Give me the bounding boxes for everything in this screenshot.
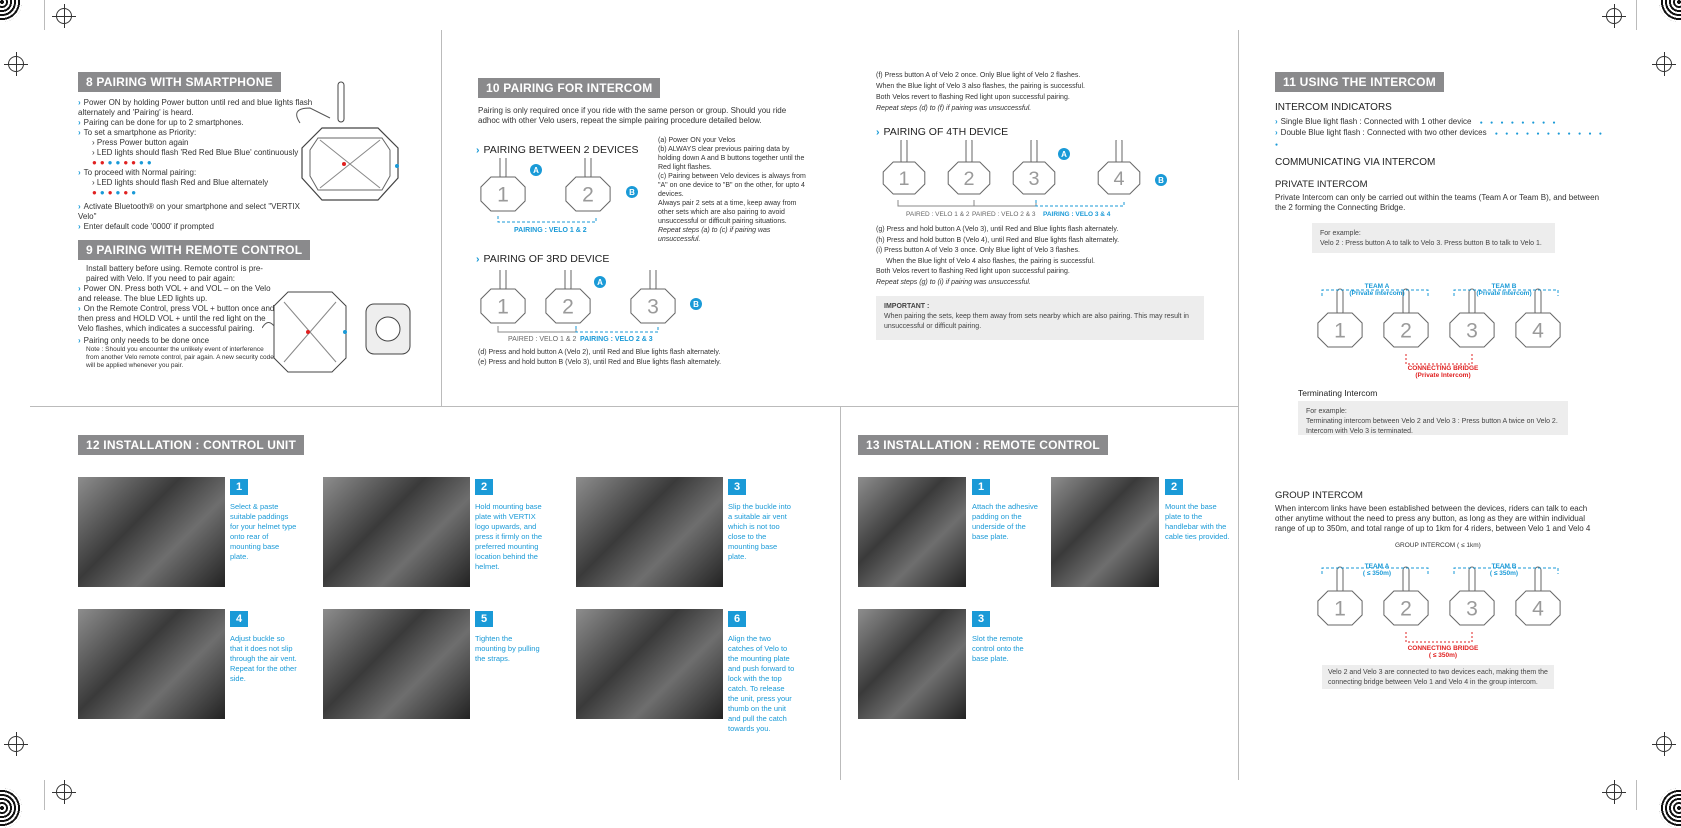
step: › Power ON by holding Power button until red and blue lights flash alternately and 'Pairing' is heard. [78,98,313,117]
indicator-single: › Single Blue light flash : Connected with 1 other device ● ● ● ● ● ● ● ● [1275,117,1559,126]
intercom-indicators-heading: INTERCOM INDICATORS [1275,102,1392,113]
step: › Enter default code '0000' if prompted [78,222,214,231]
pairing-bracket [1036,200,1124,206]
private-intercom-text: Private Intercom can only be carried out within the teams (Team A or Team B), and between the 2 forming the Connecting Bridge. [1275,193,1600,212]
pairing-bracket [974,200,1036,206]
antenna [585,158,591,179]
pairing-label: PAIRING : VELO 2 & 3 [580,336,653,343]
velo-and-remote-illustration [262,288,432,378]
button-badge-label: B [1158,176,1164,185]
step-caption: Slot the remote control onto the base plate. [972,634,1024,663]
paired-label: PAIRED : VELO 2 & 3 [972,211,1036,218]
crop-mark-icon [1656,736,1672,752]
registration-target-icon [1659,0,1681,22]
button-badge-label: A [597,278,603,287]
antenna [500,158,506,179]
trim-line [1636,0,1637,30]
device-number: 2 [562,295,574,319]
led-pattern: ●●●●●●●● [92,158,155,167]
antenna [1337,289,1343,315]
step: › Pairing can be done for up to 2 smartphones. [78,118,244,127]
panel-divider [1238,30,1239,780]
note: Note : Should you encounter the unlikely event of interference from another Velo remote control, pair again. A new security code will be applied whenever you pair. [86,346,274,369]
section-10-intro: Pairing is only required once if you ride with the same person or group. Should you ride adhoc with other Velo users, repeat the simple pairing procedure detailed below. [478,106,787,125]
step-photo [858,609,966,719]
button-badge-label: A [533,166,539,175]
antenna [966,140,972,164]
device-number: 1 [497,295,509,319]
antenna [650,270,656,291]
velo-device-illustration [290,78,410,208]
device-number: 4 [1113,168,1125,191]
bridge-bracket [1406,632,1472,642]
panel-divider [840,406,841,780]
step: › To set a smartphone as Priority: [78,128,197,137]
step-number: 1 [230,479,248,495]
team-b-range-label: TEAM B ( ≤ 350m) [1489,563,1519,577]
section-9-title: 9 PAIRING WITH REMOTE CONTROL [78,240,310,260]
pairing-label: PAIRING : VELO 3 & 4 [1043,211,1111,218]
pairing-bracket [576,326,658,332]
trim-line [1636,780,1637,810]
team-a-range-label: TEAM A ( ≤ 350m) [1362,563,1392,577]
antenna [1337,567,1343,593]
section-10-title: 10 PAIRING FOR INTERCOM [478,78,660,98]
step: › Activate Bluetooth® on your smartphone and select "VERTIX Velo" [78,202,300,221]
group-intercom-heading: GROUP INTERCOM [1275,490,1363,501]
panel-divider [30,406,1238,407]
step-photo [576,609,723,719]
crop-mark-icon [56,784,72,800]
pairing-label: PAIRING : VELO 1 & 2 [514,227,587,234]
step-number: 6 [728,611,746,627]
terminating-example-box: For example: Terminating intercom between Velo 2 and Velo 3 : Press button A twice on Velo 2. Intercom with Velo 3 is terminated. [1298,401,1568,435]
button-badge-label: A [1061,150,1067,159]
step: › To proceed with Normal pairing: [78,168,197,177]
pairing-diagram-3-devices [478,270,708,340]
private-intercom-heading: PRIVATE INTERCOM [1275,179,1368,190]
connecting-bridge-label: CONNECTING BRIDGE (Private Intercom) [1407,365,1479,379]
step-photo [1051,477,1159,587]
device-number: 1 [1334,319,1346,343]
crop-mark-icon [56,8,72,24]
step-number: 3 [972,611,990,627]
step-caption: Hold mounting base plate with VERTIX logo upwards, and press it firmly on the preferred mounting location behind the helmet. [475,502,543,571]
section-9-steps [78,264,278,370]
registration-target-icon [0,0,22,22]
pairing-steps-ghi: (g) Press and hold button A (Velo 3), until Red and Blue lights flash alternately. (h) Press and hold button B (Velo 4), until Red and Blue lights flash alternately. (i) Press button A of Velo 3 once. Only Blue light of Velo 3 flashes. When the Blue light of Velo 4 also flashes, the pairing is successful. Both Velos revert to flashing Red light upon successful pairing. Repeat steps (g) to (i) if pairing was unsuccessful. [876,226,1120,286]
crop-mark-icon [8,56,24,72]
device-number: 3 [647,295,659,319]
section-8-title: 8 PAIRING WITH SMARTPHONE [78,72,281,92]
subheading-pairing-2: › PAIRING BETWEEN 2 DEVICES [476,144,639,156]
substep: › LED lights should flash Red and Blue alternately [92,178,269,187]
device-number: 4 [1532,597,1544,621]
trim-line [44,780,45,810]
device-number: 1 [1334,597,1346,621]
group-bridge-label: CONNECTING BRIDGE ( ≤ 350m) [1407,645,1479,659]
paired-label: PAIRED : VELO 1 & 2 [508,336,577,343]
important-note: IMPORTANT : When pairing the sets, keep them away from sets nearby which are also pairing. This may result in unsuccessful or difficult pairing. [876,296,1204,340]
team-b-label: TEAM B (Private Intercom) [1476,283,1532,297]
communicating-heading: COMMUNICATING VIA INTERCOM [1275,157,1436,168]
step-caption: Slip the buckle into a suitable air vent which is not too close to the mounting base plate. [728,502,791,561]
bridge-bracket [1406,354,1472,364]
step-photo [323,609,470,719]
substep: › Press Power button again [92,138,189,147]
registration-target-icon [0,788,22,828]
paired-label: PAIRED : VELO 1 & 2 [906,211,970,218]
antenna [1116,140,1122,164]
device-number: 2 [1400,597,1412,621]
device-number: 3 [1466,597,1478,621]
step-photo [323,477,470,587]
step-photo [858,477,966,587]
section-12-title: 12 INSTALLATION : CONTROL UNIT [78,435,304,455]
pairing-diagram-4-devices [876,140,1176,210]
device-number: 1 [898,168,910,191]
pairing-steps-de: (d) Press and hold button A (Velo 2), until Red and Blue lights flash alternately. (e) Press and hold button B (Velo 3), until Red and Blue lights flash alternately. [478,349,722,366]
private-example-box: For example: Velo 2 : Press button A to talk to Velo 3. Press button B to talk to Velo 1. [1312,223,1555,253]
button-badge-label: B [693,300,699,309]
crop-mark-icon [8,736,24,752]
step-photo [576,477,723,587]
pairing-bracket [898,200,974,206]
section-8-steps [78,98,318,232]
indicator-double: › Double Blue light flash : Connected with two other devices ● ● ● ● ● ● ● ● ● ● ● ● [1275,128,1605,148]
panel-divider [441,30,442,406]
step-caption: Align the two catches of Velo to the mounting plate and push forward to lock with the top catch. To release the unit, press your thumb on the unit and pull the catch towards you. [728,634,795,733]
step: › On the Remote Control, press VOL + button once and then press and HOLD VOL + until the red light on the Velo flashes, which indicates a successful pairing. [78,304,275,333]
step-caption: Attach the adhesive padding on the underside of the base plate. [972,502,1038,541]
pairing-steps-f: (f) Press button A of Velo 2 once. Only Blue light of Velo 2 flashes. When the Blue light of Velo 3 also flashes, the pairing is successful. Both Velos revert to flashing Red light upon successful pairing. Repeat steps (d) to (f) if pairing was unsuccessful. [876,72,1085,112]
step-caption: Tighten the mounting by pulling the straps. [475,634,540,663]
step: › Power ON. Press both VOL + and VOL – on the Velo and release. The blue LED lights up. [78,284,271,303]
step-number: 5 [475,611,493,627]
step-photo [78,609,225,719]
antenna [565,270,571,291]
device-number: 4 [1532,319,1544,343]
antenna [901,140,907,164]
group-intercom-text: When intercom links have been established between the devices, riders can talk to each other anytime without the need to press any button, as long as they are within individual range of up to 350m, and total range of up to 1km for 4 riders, between Velo 1 and Velo 4 [1275,504,1591,533]
antenna [500,270,506,291]
led-pattern: ●●●●●● [92,188,140,197]
indicator-list [1275,117,1615,150]
device-number: 3 [1028,168,1040,191]
step-number: 1 [972,479,990,495]
group-range-label: GROUP INTERCOM ( ≤ 1km) [1395,542,1481,549]
device-number: 2 [1400,319,1412,343]
section-11-title: 11 USING THE INTERCOM [1275,72,1444,92]
pairing-steps-abc: (a) Power ON your Velos (b) ALWAYS clear previous pairing data by holding down A and B buttons together until the Red light flashes. (c) Pairing between Velo devices is always from "A" on one device to "B" on the other, for upto 4 devices. Always pair 2 sets at a time, keep away from other sets which are also pairing to avoid unsuccessful or difficult pairing situations. Repeat steps (a) to (c) if pairing was unsuccessful. [658,137,806,243]
step-caption: Select & paste suitable paddings for your helmet type onto rear of mounting base plate. [230,502,297,561]
crop-mark-icon [1606,8,1622,24]
antenna [1535,289,1541,315]
section-13-title: 13 INSTALLATION : REMOTE CONTROL [858,435,1108,455]
device-number: 2 [582,183,594,207]
step-photo [78,477,225,587]
step-number: 3 [728,479,746,495]
step-number: 2 [475,479,493,495]
intro: Install battery before using. Remote control is pre-paired with Velo. If you need to pair again: [86,264,263,283]
step-number: 2 [1165,479,1183,495]
step-number: 4 [230,611,248,627]
pairing-bracket [498,216,596,222]
device-number: 3 [1466,319,1478,343]
step-caption: Adjust buckle so that it does not slip through the air vent. Repeat for the other side. [230,634,297,683]
button-badge-label: B [629,188,635,197]
terminating-heading: Terminating Intercom [1298,388,1378,398]
step-caption: Mount the base plate to the handlebar with the cable ties provided. [1165,502,1230,541]
device-number: 1 [497,183,509,207]
subheading-pairing-4th: › PAIRING OF 4TH DEVICE [876,126,1009,138]
device-number: 2 [963,168,975,191]
trim-line [44,0,45,30]
subheading-pairing-3rd: › PAIRING OF 3RD DEVICE [476,253,610,265]
registration-target-icon [1659,788,1681,828]
antenna [1031,140,1037,164]
crop-mark-icon [1606,784,1622,800]
pairing-bracket [498,326,576,332]
team-a-label: TEAM A (Private Intercom) [1349,283,1405,297]
substep: › LED lights should flash 'Red Red Blue Blue' continuously [92,148,299,157]
group-footnote-box: Velo 2 and Velo 3 are connected to two devices each, making them the connecting bridge between Velo 1 and Velo 4 in the group intercom. [1322,665,1554,689]
crop-mark-icon [1656,56,1672,72]
antenna [1535,567,1541,593]
step: › Pairing only needs to be done once [78,336,210,345]
